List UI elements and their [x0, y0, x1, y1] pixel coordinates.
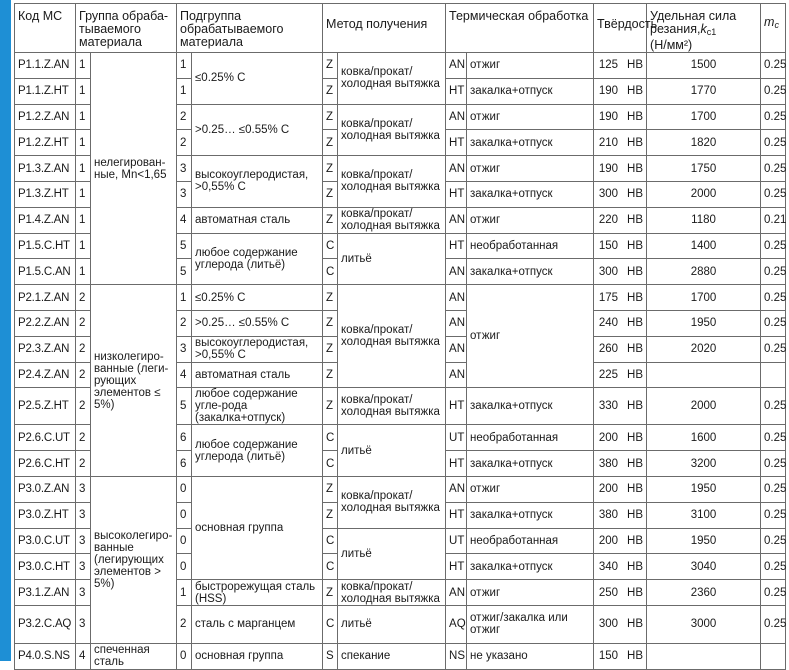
mc-cell: 0.25 — [761, 451, 786, 477]
heat-letter-cell: HT — [446, 388, 467, 425]
code-cell: P1.2.Z.HT — [15, 130, 76, 156]
subgroup-number-cell: 2 — [177, 605, 192, 643]
mc-cell: 0.25 — [761, 285, 786, 311]
subgroup-number-cell: 0 — [177, 643, 192, 669]
heat-letter-cell: AN — [446, 310, 467, 336]
code-cell: P1.5.C.HT — [15, 233, 76, 259]
heat-letter-cell: HT — [446, 130, 467, 156]
method-label-cell: литьё — [338, 233, 446, 285]
table-row — [15, 476, 786, 502]
hardness-cell: 380 HB — [594, 451, 647, 477]
code-cell: P3.0.C.UT — [15, 528, 76, 554]
table-row — [15, 53, 786, 79]
method-letter-cell: C — [323, 425, 338, 451]
method-letter-cell: Z — [323, 181, 338, 207]
kc-cell: 2020 — [647, 336, 761, 362]
subgroup-number-cell: 4 — [177, 362, 192, 388]
heat-text-cell: отжиг — [467, 285, 594, 388]
mc-cell: 0.25 — [761, 181, 786, 207]
method-letter-cell: Z — [323, 336, 338, 362]
group-number-cell: 2 — [76, 336, 91, 362]
code-cell: P3.1.Z.AN — [15, 580, 76, 606]
method-label-cell: литьё — [338, 528, 446, 580]
method-letter-cell: Z — [323, 476, 338, 502]
code-cell: P3.0.Z.AN — [15, 476, 76, 502]
hardness-cell: 240 HB — [594, 310, 647, 336]
heat-letter-cell: AN — [446, 285, 467, 311]
method-letter-cell: S — [323, 643, 338, 669]
subgroup-label-cell: быстрорежущая сталь (HSS) — [192, 580, 323, 606]
subgroup-label-cell: любое содержание угле-рода (закалка+отпуск) — [192, 388, 323, 425]
subgroup-number-cell: 3 — [177, 336, 192, 362]
subgroup-label-cell: ≤0.25% C — [192, 53, 323, 105]
heat-text-cell: закалка+отпуск — [467, 130, 594, 156]
heat-text-cell: необработанная — [467, 425, 594, 451]
code-cell: P4.0.S.NS — [15, 643, 76, 669]
method-label-cell: ковка/прокат/ холодная вытяжка — [338, 476, 446, 528]
table-row — [15, 643, 786, 669]
hardness-cell: 260 HB — [594, 336, 647, 362]
group-number-cell: 1 — [76, 104, 91, 130]
group-number-cell: 1 — [76, 156, 91, 182]
subgroup-number-cell: 3 — [177, 181, 192, 207]
heat-letter-cell: HT — [446, 451, 467, 477]
mc-cell: 0.25 — [761, 336, 786, 362]
subgroup-label-cell: высокоуглеродистая, >0,55% C — [192, 156, 323, 208]
subgroup-number-cell: 6 — [177, 451, 192, 477]
method-label-cell: ковка/прокат/ холодная вытяжка — [338, 285, 446, 388]
header-hardness: Твёрдость — [594, 4, 647, 53]
heat-letter-cell: HT — [446, 233, 467, 259]
kc-cell: 2880 — [647, 259, 761, 285]
group-number-cell: 2 — [76, 285, 91, 311]
header-mc: $m_c$ — [761, 4, 786, 53]
heat-text-cell: отжиг — [467, 207, 594, 233]
subgroup-number-cell: 6 — [177, 425, 192, 451]
hardness-cell: 210 HB — [594, 130, 647, 156]
code-cell: P2.1.Z.AN — [15, 285, 76, 311]
group-number-cell: 1 — [76, 78, 91, 104]
heat-text-cell: необработанная — [467, 528, 594, 554]
subgroup-number-cell: 1 — [177, 78, 192, 104]
subgroup-label-cell: автоматная сталь — [192, 207, 323, 233]
kc-cell: 1770 — [647, 78, 761, 104]
heat-letter-cell: HT — [446, 181, 467, 207]
group-number-cell: 1 — [76, 181, 91, 207]
kc-cell: 1950 — [647, 310, 761, 336]
heat-text-cell: закалка+отпуск — [467, 451, 594, 477]
method-letter-cell: C — [323, 233, 338, 259]
heat-letter-cell: UT — [446, 528, 467, 554]
kc-cell: 1400 — [647, 233, 761, 259]
mc-cell: 0.25 — [761, 388, 786, 425]
method-letter-cell: Z — [323, 104, 338, 130]
subgroup-number-cell: 4 — [177, 207, 192, 233]
method-letter-cell: Z — [323, 580, 338, 606]
header-code: Код МС — [15, 4, 76, 53]
heat-letter-cell: UT — [446, 425, 467, 451]
kc-cell — [647, 362, 761, 388]
hardness-cell: 200 HB — [594, 528, 647, 554]
subgroup-number-cell: 0 — [177, 476, 192, 502]
kc-cell — [647, 643, 761, 669]
subgroup-label-cell: основная группа — [192, 476, 323, 579]
code-cell: P2.6.C.HT — [15, 451, 76, 477]
group-label-cell: нелегирован-ные, Mn<1,65 — [91, 53, 177, 285]
method-letter-cell: Z — [323, 53, 338, 79]
subgroup-number-cell: 5 — [177, 259, 192, 285]
subgroup-label-cell: любое содержание углерода (литьё) — [192, 233, 323, 285]
header-row — [15, 4, 786, 53]
group-number-cell: 2 — [76, 425, 91, 451]
method-letter-cell: Z — [323, 362, 338, 388]
heat-text-cell: закалка+отпуск — [467, 259, 594, 285]
mc-cell: 0.25 — [761, 130, 786, 156]
heat-text-cell: отжиг — [467, 104, 594, 130]
hardness-cell: 190 HB — [594, 104, 647, 130]
heat-text-cell: закалка+отпуск — [467, 554, 594, 580]
hardness-cell: 330 HB — [594, 388, 647, 425]
kc-cell: 1500 — [647, 53, 761, 79]
hardness-cell: 340 HB — [594, 554, 647, 580]
subgroup-number-cell: 2 — [177, 310, 192, 336]
heat-text-cell: отжиг — [467, 156, 594, 182]
heat-letter-cell: AN — [446, 362, 467, 388]
mc-cell: 0.25 — [761, 425, 786, 451]
kc-cell: 1700 — [647, 104, 761, 130]
method-letter-cell: C — [323, 554, 338, 580]
subgroup-number-cell: 0 — [177, 554, 192, 580]
code-cell: P2.5.Z.HT — [15, 388, 76, 425]
mc-cell: 0.25 — [761, 310, 786, 336]
group-number-cell: 2 — [76, 310, 91, 336]
group-number-cell: 3 — [76, 605, 91, 643]
header-group: Группа обраба-тываемого материала — [76, 4, 177, 53]
mc-cell: 0.25 — [761, 476, 786, 502]
kc-cell: 1950 — [647, 476, 761, 502]
heat-text-cell: закалка+отпуск — [467, 181, 594, 207]
kc-cell: 3100 — [647, 502, 761, 528]
kc-cell: 1180 — [647, 207, 761, 233]
code-cell: P2.2.Z.AN — [15, 310, 76, 336]
hardness-cell: 150 HB — [594, 643, 647, 669]
group-number-cell: 1 — [76, 130, 91, 156]
group-label-cell: высоколегиро-ванные (легирующих элементов > 5%) — [91, 476, 177, 643]
mc-cell: 0.25 — [761, 605, 786, 643]
subgroup-number-cell: 2 — [177, 104, 192, 130]
subgroup-number-cell: 0 — [177, 502, 192, 528]
code-cell: P1.4.Z.AN — [15, 207, 76, 233]
table-row — [15, 285, 786, 311]
subgroup-label-cell: сталь с марганцем — [192, 605, 323, 643]
subgroup-label-cell: >0.25… ≤0.55% C — [192, 104, 323, 156]
heat-letter-cell: AN — [446, 207, 467, 233]
hardness-cell: 225 HB — [594, 362, 647, 388]
method-letter-cell: Z — [323, 502, 338, 528]
heat-text-cell: не указано — [467, 643, 594, 669]
method-label-cell: ковка/прокат/холодная вытяжка — [338, 388, 446, 425]
mc-cell: 0.25 — [761, 580, 786, 606]
heat-text-cell: закалка+отпуск — [467, 502, 594, 528]
group-number-cell: 2 — [76, 388, 91, 425]
code-cell: P1.2.Z.AN — [15, 104, 76, 130]
method-letter-cell: C — [323, 259, 338, 285]
subgroup-number-cell: 5 — [177, 388, 192, 425]
group-number-cell: 2 — [76, 451, 91, 477]
code-cell: P2.6.C.UT — [15, 425, 76, 451]
heat-letter-cell: AN — [446, 336, 467, 362]
group-number-cell: 3 — [76, 554, 91, 580]
subgroup-number-cell: 2 — [177, 130, 192, 156]
heat-letter-cell: AN — [446, 259, 467, 285]
heat-letter-cell: AN — [446, 476, 467, 502]
subgroup-number-cell: 1 — [177, 53, 192, 79]
subgroup-label-cell: любое содержание углерода (литьё) — [192, 425, 323, 477]
subgroup-number-cell: 3 — [177, 156, 192, 182]
mc-cell: 0.25 — [761, 502, 786, 528]
method-letter-cell: Z — [323, 130, 338, 156]
hardness-cell: 150 HB — [594, 233, 647, 259]
group-number-cell: 1 — [76, 259, 91, 285]
method-letter-cell: Z — [323, 285, 338, 311]
method-letter-cell: C — [323, 605, 338, 643]
code-cell: P1.5.C.AN — [15, 259, 76, 285]
group-number-cell: 3 — [76, 528, 91, 554]
subgroup-label-cell: ≤0.25% C — [192, 285, 323, 311]
heat-letter-cell: AN — [446, 104, 467, 130]
heat-text-cell: отжиг — [467, 53, 594, 79]
header-method: Метод получения — [323, 4, 446, 53]
method-letter-cell: Z — [323, 310, 338, 336]
kc-cell: 2000 — [647, 181, 761, 207]
subgroup-number-cell: 0 — [177, 528, 192, 554]
mc-cell — [761, 362, 786, 388]
group-number-cell: 1 — [76, 53, 91, 79]
method-label-cell: ковка/прокат/холодная вытяжка — [338, 580, 446, 606]
method-letter-cell: Z — [323, 156, 338, 182]
heat-text-cell: закалка+отпуск — [467, 388, 594, 425]
heat-letter-cell: NS — [446, 643, 467, 669]
group-label-cell: низколегиро-ванные (леги-рующих элементов ≤ 5%) — [91, 285, 177, 477]
heat-text-cell: отжиг — [467, 476, 594, 502]
method-label-cell: ковка/прокат/ холодная вытяжка — [338, 53, 446, 105]
mc-cell — [761, 643, 786, 669]
method-letter-cell: Z — [323, 388, 338, 425]
group-number-cell: 4 — [76, 643, 91, 669]
mc-cell: 0.25 — [761, 78, 786, 104]
method-label-cell: ковка/прокат/холодная вытяжка — [338, 207, 446, 233]
heat-letter-cell: AQ — [446, 605, 467, 643]
group-number-cell: 2 — [76, 362, 91, 388]
mc-cell: 0.25 — [761, 554, 786, 580]
subgroup-label-cell: >0.25… ≤0.55% C — [192, 310, 323, 336]
code-cell: P1.3.Z.AN — [15, 156, 76, 182]
code-cell: P3.2.C.AQ — [15, 605, 76, 643]
kc-cell: 3200 — [647, 451, 761, 477]
heat-letter-cell: AN — [446, 580, 467, 606]
code-cell: P3.0.Z.HT — [15, 502, 76, 528]
mc-cell: 0.25 — [761, 528, 786, 554]
kc-cell: 1700 — [647, 285, 761, 311]
code-cell: P1.1.Z.HT — [15, 78, 76, 104]
group-label-cell: спеченная сталь — [91, 643, 177, 669]
code-cell: P2.4.Z.AN — [15, 362, 76, 388]
accent-bar — [0, 0, 11, 661]
heat-letter-cell: HT — [446, 78, 467, 104]
hardness-cell: 200 HB — [594, 425, 647, 451]
header-subgroup: Подгруппа обрабатываемого материала — [177, 4, 323, 53]
group-number-cell: 3 — [76, 476, 91, 502]
method-label-cell: литьё — [338, 605, 446, 643]
code-cell: P1.1.Z.AN — [15, 53, 76, 79]
subgroup-label-cell: высокоуглеродистая, >0,55% C — [192, 336, 323, 362]
group-number-cell: 3 — [76, 502, 91, 528]
hardness-cell: 380 HB — [594, 502, 647, 528]
header-kc: Удельная сила $резания,k_{c1}$ (Н/мм²) — [647, 4, 761, 53]
heat-letter-cell: HT — [446, 502, 467, 528]
heat-text-cell: необработанная — [467, 233, 594, 259]
heat-letter-cell: HT — [446, 554, 467, 580]
hardness-cell: 200 HB — [594, 476, 647, 502]
method-label-cell: ковка/прокат/ холодная вытяжка — [338, 156, 446, 208]
mc-cell: 0.21 — [761, 207, 786, 233]
hardness-cell: 175 HB — [594, 285, 647, 311]
mc-cell: 0.25 — [761, 104, 786, 130]
group-number-cell: 3 — [76, 580, 91, 606]
hardness-cell: 250 HB — [594, 580, 647, 606]
heat-letter-cell: AN — [446, 156, 467, 182]
kc-cell: 1820 — [647, 130, 761, 156]
mc-cell: 0.25 — [761, 156, 786, 182]
mc-cell: 0.25 — [761, 259, 786, 285]
kc-cell: 1950 — [647, 528, 761, 554]
subgroup-label-cell: автоматная сталь — [192, 362, 323, 388]
hardness-cell: 220 HB — [594, 207, 647, 233]
kc-cell: 3000 — [647, 605, 761, 643]
code-cell: P3.0.C.HT — [15, 554, 76, 580]
material-table — [14, 3, 786, 670]
heat-letter-cell: AN — [446, 53, 467, 79]
code-cell: P1.3.Z.HT — [15, 181, 76, 207]
method-letter-cell: Z — [323, 78, 338, 104]
mc-cell: 0.25 — [761, 233, 786, 259]
method-label-cell: литьё — [338, 425, 446, 477]
hardness-cell: 300 HB — [594, 605, 647, 643]
subgroup-number-cell: 1 — [177, 285, 192, 311]
kc-cell: 1750 — [647, 156, 761, 182]
hardness-cell: 300 HB — [594, 181, 647, 207]
hardness-cell: 190 HB — [594, 78, 647, 104]
method-label-cell: ковка/прокат/ холодная вытяжка — [338, 104, 446, 156]
kc-cell: 2360 — [647, 580, 761, 606]
subgroup-number-cell: 1 — [177, 580, 192, 606]
group-number-cell: 1 — [76, 233, 91, 259]
hardness-cell: 190 HB — [594, 156, 647, 182]
hardness-cell: 125 HB — [594, 53, 647, 79]
method-letter-cell: C — [323, 451, 338, 477]
heat-text-cell: отжиг — [467, 580, 594, 606]
kc-cell: 3040 — [647, 554, 761, 580]
header-heat: Термическая обработка — [446, 4, 594, 53]
subgroup-number-cell: 5 — [177, 233, 192, 259]
method-letter-cell: Z — [323, 207, 338, 233]
group-number-cell: 1 — [76, 207, 91, 233]
kc-cell: 2000 — [647, 388, 761, 425]
heat-text-cell: отжиг/закалка или отжиг — [467, 605, 594, 643]
method-label-cell: спекание — [338, 643, 446, 669]
kc-cell: 1600 — [647, 425, 761, 451]
hardness-cell: 300 HB — [594, 259, 647, 285]
heat-text-cell: закалка+отпуск — [467, 78, 594, 104]
mc-cell: 0.25 — [761, 53, 786, 79]
code-cell: P2.3.Z.AN — [15, 336, 76, 362]
method-letter-cell: C — [323, 528, 338, 554]
subgroup-label-cell: основная группа — [192, 643, 323, 669]
